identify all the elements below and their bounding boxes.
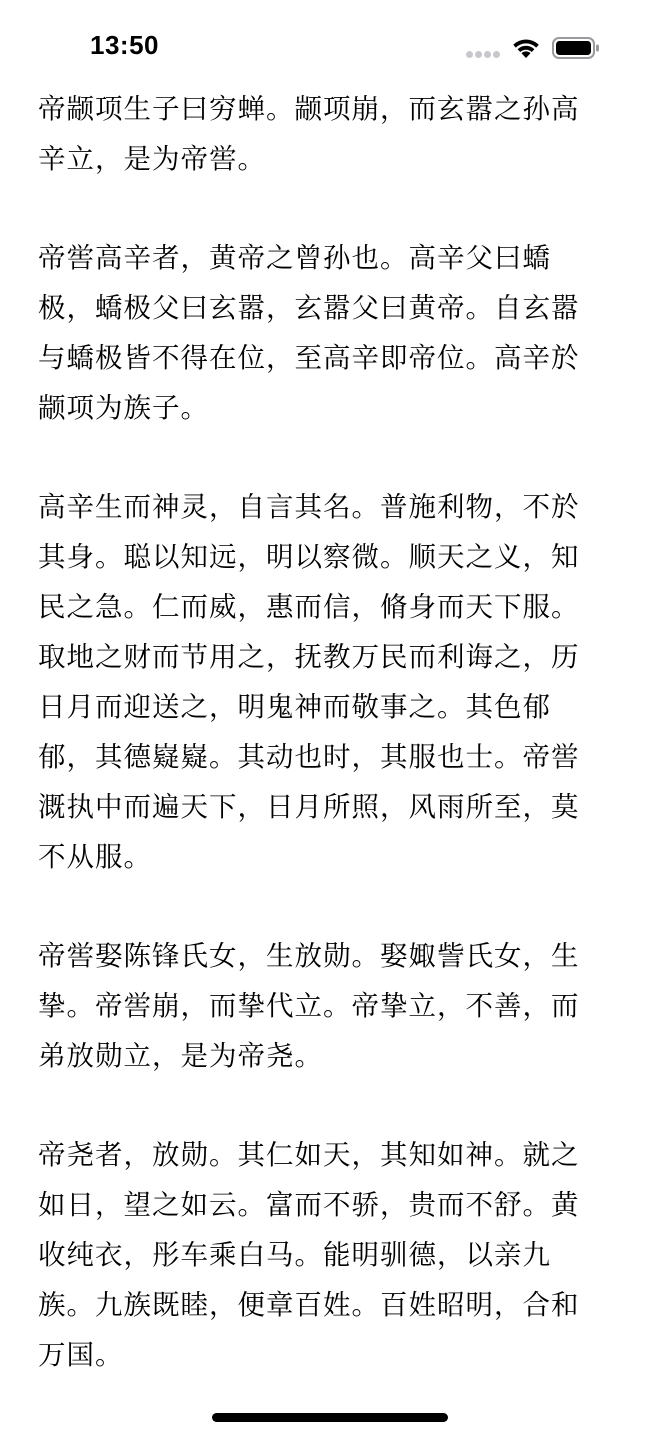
paragraph: 高辛生而神灵，自言其名。普施利物，不於 其身。聪以知远，明以察微。顺天之义，知 民之急。仁而威，惠而信，脩身而天下服。 取地之财而节用之，抚教万民而利诲之，历 日月而迎送之，明鬼神而敬事之。其色郁 郁，其德嶷嶷。其动也时，其服也士。帝喾 溉执中而遍天下，日月所照，风雨所至，莫 不从服。 [38,491,580,873]
wifi-icon [510,36,542,60]
cellular-signal-icon [466,51,502,59]
paragraph: 帝颛项生子曰穷蝉。颛项崩，而玄嚣之孙高 辛立，是为帝喾。 [38,93,580,175]
status-time: 13:50 [90,30,159,60]
reader-content[interactable] [38,84,618,1384]
home-indicator[interactable] [212,1413,448,1422]
status-bar [0,0,660,96]
battery-icon [552,36,600,60]
paragraph: 帝喾高辛者，黄帝之曾孙也。高辛父曰蟜 极，蟜极父曰玄嚣，玄嚣父曰黄帝。自玄嚣 与蟜极皆不得在位，至高辛即帝位。高辛於 颛项为族子。 [38,242,580,424]
paragraph: 帝尧者，放勋。其仁如天，其知如神。就之 如日，望之如云。富而不骄，贵而不舒。黄 收纯衣，彤车乘白马。能明驯德，以亲九 族。九族既睦，便章百姓。百姓昭明，合和 万国。 [38,1139,580,1371]
paragraph: 帝喾娶陈锋氏女，生放勋。娶娵訾氏女，生 挚。帝喾崩，而挚代立。帝挚立，不善，而 弟放勋立，是为帝尧。 [38,940,580,1072]
